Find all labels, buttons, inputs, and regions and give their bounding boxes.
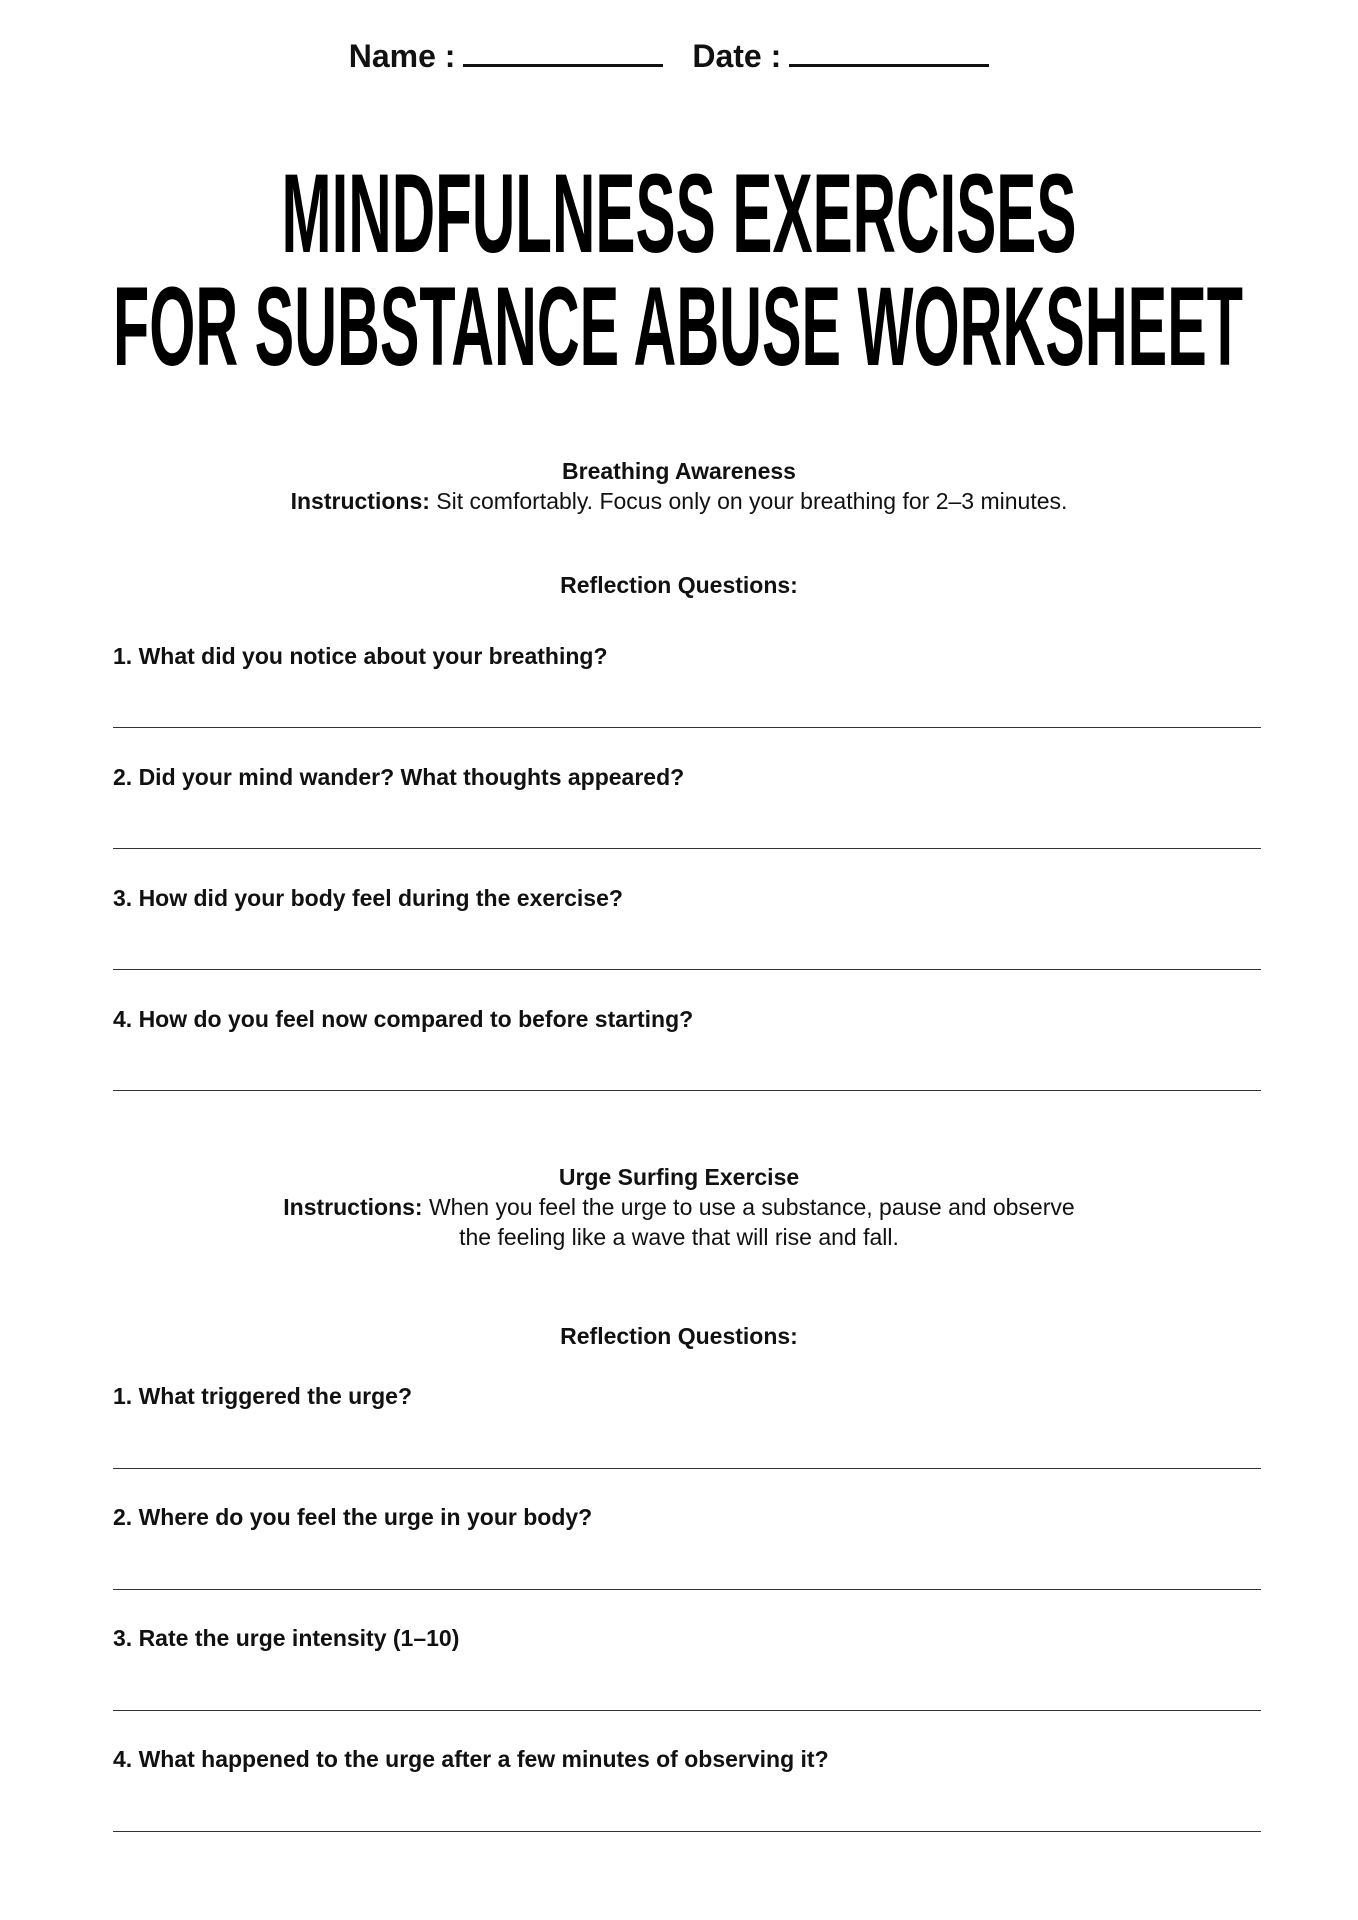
reflection-heading: Reflection Questions: [560,572,798,598]
name-date-header [0,38,1358,75]
name-field[interactable] [463,40,663,67]
answer-line[interactable] [113,1831,1261,1832]
question: 1. What triggered the urge? [113,1383,413,1409]
instructions-text-line-2: the feeling like a wave that will rise and fall. [459,1224,899,1250]
date-label: Date : [692,38,782,74]
section-heading-breathing: Breathing Awareness [562,458,796,484]
instructions-label: Instructions: [283,1194,423,1220]
instructions-text: Sit comfortably. Focus only on your breathing for 2–3 minutes. [429,488,1068,514]
answer-line[interactable] [113,1710,1261,1711]
question: 2. Where do you feel the urge in your body? [113,1504,593,1530]
section-heading-urge-surfing: Urge Surfing Exercise [558,1164,800,1190]
question: 1. What did you notice about your breathing? [113,643,608,669]
answer-line[interactable] [113,969,1261,970]
instructions-urge-surfing [0,1194,1358,1221]
question: 4. What happened to the urge after a few minutes of observing it? [113,1746,829,1772]
instructions-breathing [0,488,1358,515]
question: 3. How did your body feel during the exercise? [113,885,623,911]
question: 3. Rate the urge intensity (1–10) [113,1625,460,1651]
answer-line[interactable] [113,727,1261,728]
answer-line[interactable] [113,1468,1261,1469]
reflection-heading: Reflection Questions: [560,1323,798,1349]
instructions-text: When you feel the urge to use a substance, pause and observe [422,1194,1075,1220]
question: 2. Did your mind wander? What thoughts appeared? [113,764,685,790]
date-field[interactable] [789,40,989,67]
name-label: Name : [348,38,456,74]
title-line-2: FOR SUBSTANCE ABUSE WORKSHEET [113,264,1243,389]
answer-line[interactable] [113,848,1261,849]
page-title [0,150,1358,390]
answer-line[interactable] [113,1090,1261,1091]
answer-line[interactable] [113,1589,1261,1590]
question: 4. How do you feel now compared to before starting? [113,1006,694,1032]
title-line-1: MINDFULNESS EXERCISES [281,151,1077,276]
instructions-label: Instructions: [290,488,430,514]
